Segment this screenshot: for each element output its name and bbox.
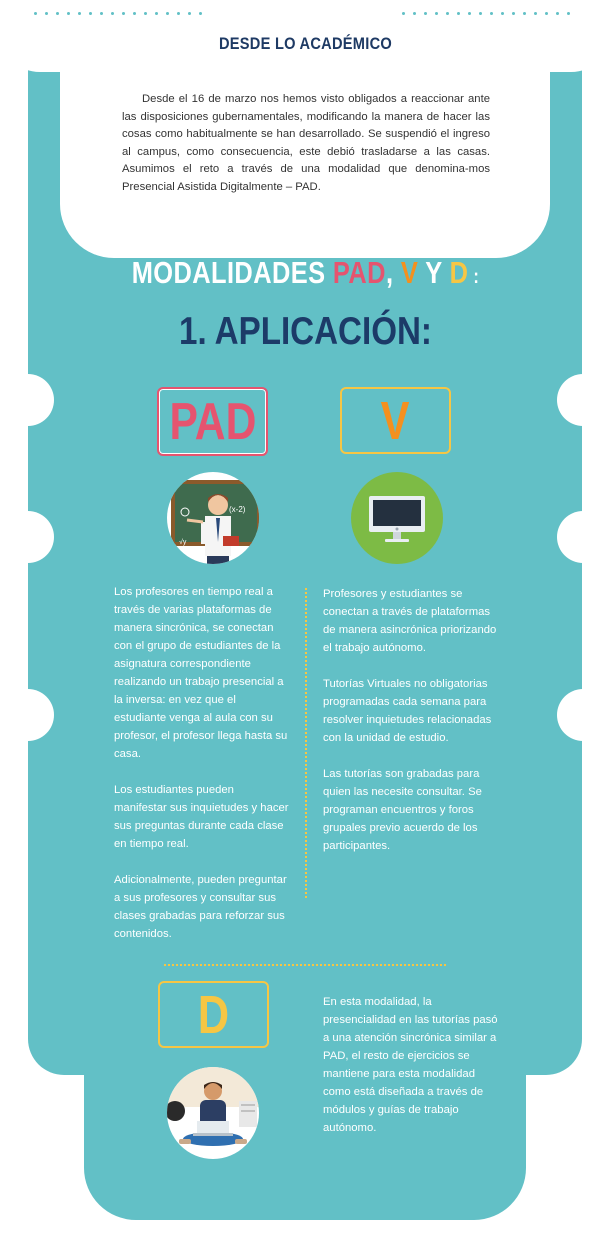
modalidades-pad: PAD	[332, 255, 386, 290]
intro-paragraph: Desde el 16 de marzo nos hemos visto obligados a reaccionar ante las disposiciones gubernamentales, modificando la manera de hacer las cosas como habitualmente se han desarrollado. Se suspendió el ingreso al campus, como consecuencia, este debió trasladarse a las casas. Asumimos el reto a través de una modalidad que denomina-mos Presencial Asistida Digitalmente – PAD.	[122, 93, 490, 193]
v-paragraph-1: Profesores y estudiantes se conectan a través de plataformas de manera asincrónica priorizando el trabajo autónomo.	[323, 588, 497, 654]
notch-right-1	[557, 374, 609, 426]
d-badge-label: D	[197, 985, 230, 1045]
pad-paragraph-1: Los profesores en tiempo real a través de varias plataformas de manera sincrónica, se conectan con el grupo de estudiantes de la asignatura correspondiente realizando un trabajo presencial a la inversa: en vez que el estudiante venga al aula con su profesor, el profesor llega hasta su casa.	[114, 586, 288, 760]
v-badge-label: V	[381, 391, 410, 451]
v-paragraph-2: Tutorías Virtuales no obligatorias programadas cada semana para resolver inquietudes relacionadas con la unidad de estudio.	[323, 678, 492, 744]
modalidades-y: Y	[418, 255, 450, 290]
section-title: 1. APLICACIÓN:	[179, 310, 432, 353]
svg-text:(x-2): (x-2)	[229, 505, 246, 514]
modalidades-colon: :	[468, 266, 480, 288]
notch-right-3	[557, 689, 609, 741]
modalidades-v: V	[400, 255, 419, 290]
notch-left-2	[2, 511, 54, 563]
column-divider	[305, 588, 307, 898]
v-paragraph-3: Las tutorías son grabadas para quien las necesite consultar. Se programan encuentros y foros grupales previo acuerdo de los participantes.	[323, 768, 482, 852]
v-badge	[340, 387, 451, 454]
desktop-monitor-icon	[351, 472, 443, 564]
modalidades-comma: ,	[385, 255, 401, 290]
pad-paragraph-3: Adicionalmente, pueden preguntar a sus profesores y consultar sus clases grabadas para reforzar sus contenidos.	[114, 874, 287, 940]
notch-left-1	[2, 374, 54, 426]
pad-description	[114, 583, 289, 961]
modalidades-d: D	[449, 255, 469, 290]
decorative-dots-right	[402, 12, 578, 16]
svg-text:√y: √y	[179, 539, 187, 546]
modalidades-heading	[55, 255, 556, 291]
d-description	[323, 993, 501, 1155]
notch-right-2	[557, 511, 609, 563]
section-divider	[164, 964, 446, 966]
decorative-dots-left	[34, 12, 210, 16]
page-title: DESDE LO ACADÉMICO	[218, 34, 393, 53]
person-with-laptop-icon	[167, 1067, 259, 1159]
pad-paragraph-2: Los estudiantes pueden manifestar sus inquietudes y hacer sus preguntas durante cada clase en tiempo real.	[114, 784, 289, 850]
d-badge	[158, 981, 269, 1048]
modalidades-prefix: MODALIDADES	[131, 255, 333, 290]
pad-badge-label: PAD	[169, 393, 256, 451]
teacher-at-chalkboard-icon	[167, 472, 259, 564]
d-paragraph: En esta modalidad, la presencialidad en las tutorías pasó a una atención sincrónica similar a PAD, el resto de ejercicios se mantiene para esta modalidad como está diseñada a través de módulos y guías de trabajo autónomo.	[323, 996, 498, 1134]
v-description	[323, 585, 498, 873]
notch-left-3	[2, 689, 54, 741]
pad-badge	[157, 387, 268, 456]
